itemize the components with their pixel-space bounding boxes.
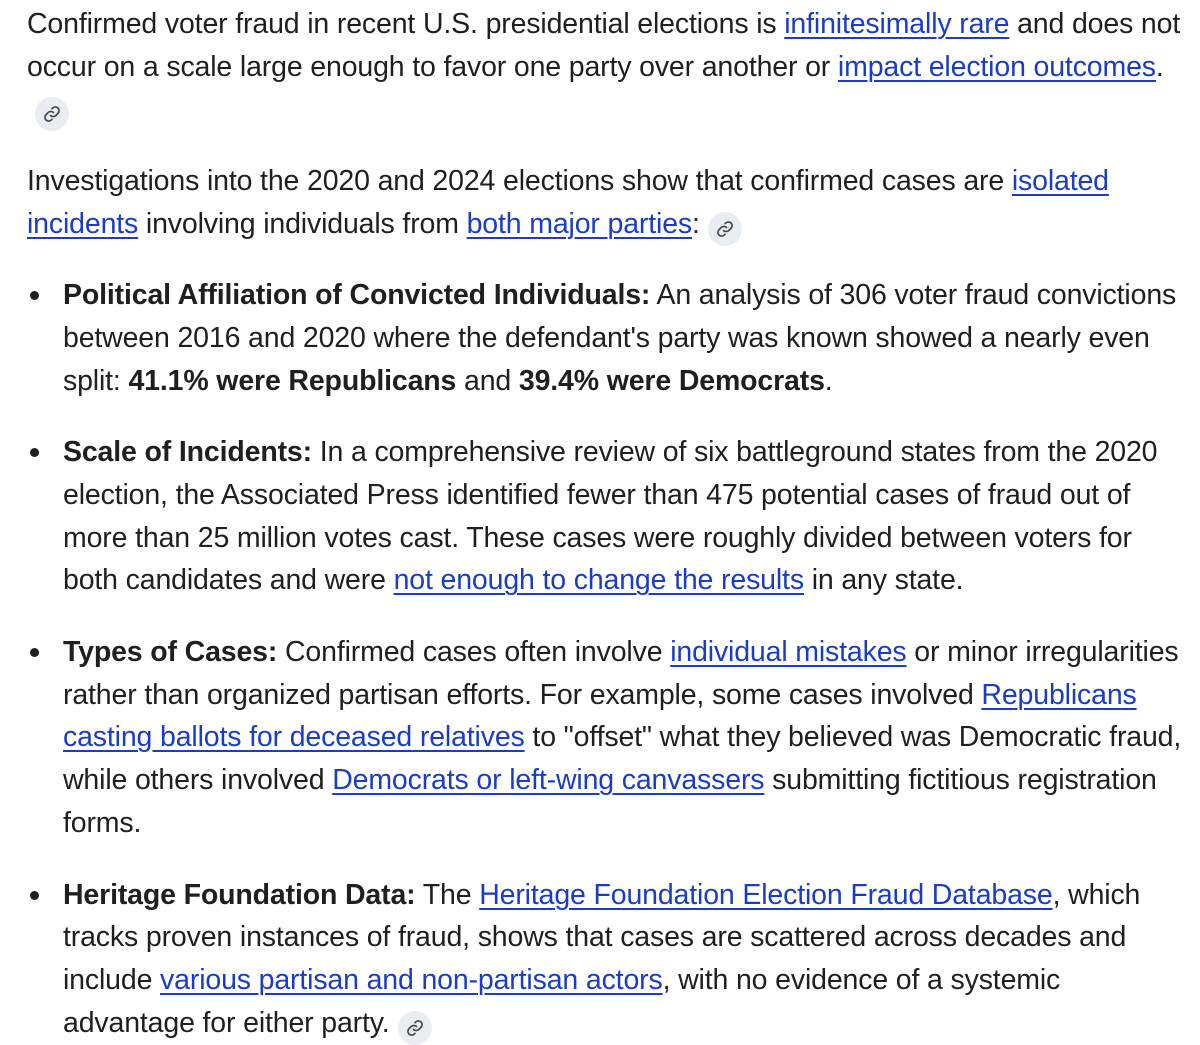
bullet-heading: Scale of Incidents: xyxy=(63,436,312,469)
isolated-incidents-link[interactable]: isolated incidents xyxy=(27,165,1109,241)
democrats-canvassers-link[interactable]: Democrats or left-wing canvassers xyxy=(332,764,765,797)
bullet-text: The xyxy=(415,878,480,911)
link-icon xyxy=(406,1019,424,1037)
intro-paragraph xyxy=(27,0,1186,131)
bullet-text: submitting fictitious registration forms. xyxy=(63,764,1157,839)
investigations-text-2: involving individuals from xyxy=(138,208,467,241)
citation-button[interactable] xyxy=(398,1011,432,1045)
partisan-actors-link[interactable]: various partisan and non-partisan actors xyxy=(160,963,663,996)
bullet-text: Confirmed cases often involve xyxy=(277,636,671,669)
bullet-bold-stat: 41.1% were Republicans xyxy=(128,364,457,397)
citation-button[interactable] xyxy=(35,97,69,131)
bullet-text: An analysis of 306 voter fraud convictions between 2016 and 2020 where the defendant's party was known showed a nearly even split: xyxy=(63,279,1177,397)
intro-text-1: Confirmed voter fraud in recent U.S. presidential elections is xyxy=(27,8,785,40)
republicans-deceased-relatives-link[interactable]: Republicans casting ballots for deceased relatives xyxy=(63,678,1137,754)
investigations-paragraph xyxy=(27,160,1186,246)
link-icon xyxy=(43,105,61,123)
list-item xyxy=(63,874,1186,1045)
bullet-heading: Political Affiliation of Convicted Individuals: xyxy=(63,279,651,312)
bullet-heading: Types of Cases: xyxy=(63,636,278,669)
citation-button[interactable] xyxy=(708,212,742,246)
bullet-text: and xyxy=(456,364,519,397)
intro-text-3: . xyxy=(1155,50,1164,83)
bullet-text: to "offset" what they believed was Democratic fraud, while others involved xyxy=(63,721,1182,797)
list-item xyxy=(63,431,1186,602)
impact-election-outcomes-link[interactable]: impact election outcomes xyxy=(837,50,1156,83)
investigations-text-3: : xyxy=(692,208,700,241)
list-item xyxy=(63,274,1186,402)
bullet-text: In a comprehensive review of six battleground states from the 2020 election, the Associated Press identified fewer than 475 potential cases of fraud out of more than 25 million votes cast. These cases were roughly divided between voters for both candidates and were xyxy=(63,436,1158,597)
infinitesimally-rare-link[interactable]: infinitesimally rare xyxy=(784,8,1010,40)
bullet-text: . xyxy=(824,364,833,397)
link-icon xyxy=(716,220,734,238)
individual-mistakes-link[interactable]: individual mistakes xyxy=(670,636,907,669)
bullet-heading: Heritage Foundation Data: xyxy=(63,878,416,911)
intro-text-2: and does not occur on a scale large enough to favor one party over another or xyxy=(27,8,1181,83)
investigations-text-1: Investigations into the 2020 and 2024 elections show that confirmed cases are xyxy=(27,165,1012,198)
bullet-bold-stat: 39.4% were Democrats xyxy=(518,364,825,397)
not-enough-to-change-results-link[interactable]: not enough to change the results xyxy=(393,564,804,597)
findings-list xyxy=(27,274,1186,1045)
list-item xyxy=(63,631,1186,845)
heritage-database-link[interactable]: Heritage Foundation Election Fraud Database xyxy=(479,878,1053,911)
both-major-parties-link[interactable]: both major parties xyxy=(466,208,693,241)
bullet-text: , with no evidence of a systemic advantage for either party. xyxy=(63,963,1061,1039)
bullet-text: or minor irregularities rather than organized partisan efforts. For example, some cases involved xyxy=(63,636,1179,711)
bullet-text: , which tracks proven instances of fraud, shows that cases are scattered across decades and include xyxy=(63,878,1141,996)
bullet-text: in any state. xyxy=(803,564,964,597)
